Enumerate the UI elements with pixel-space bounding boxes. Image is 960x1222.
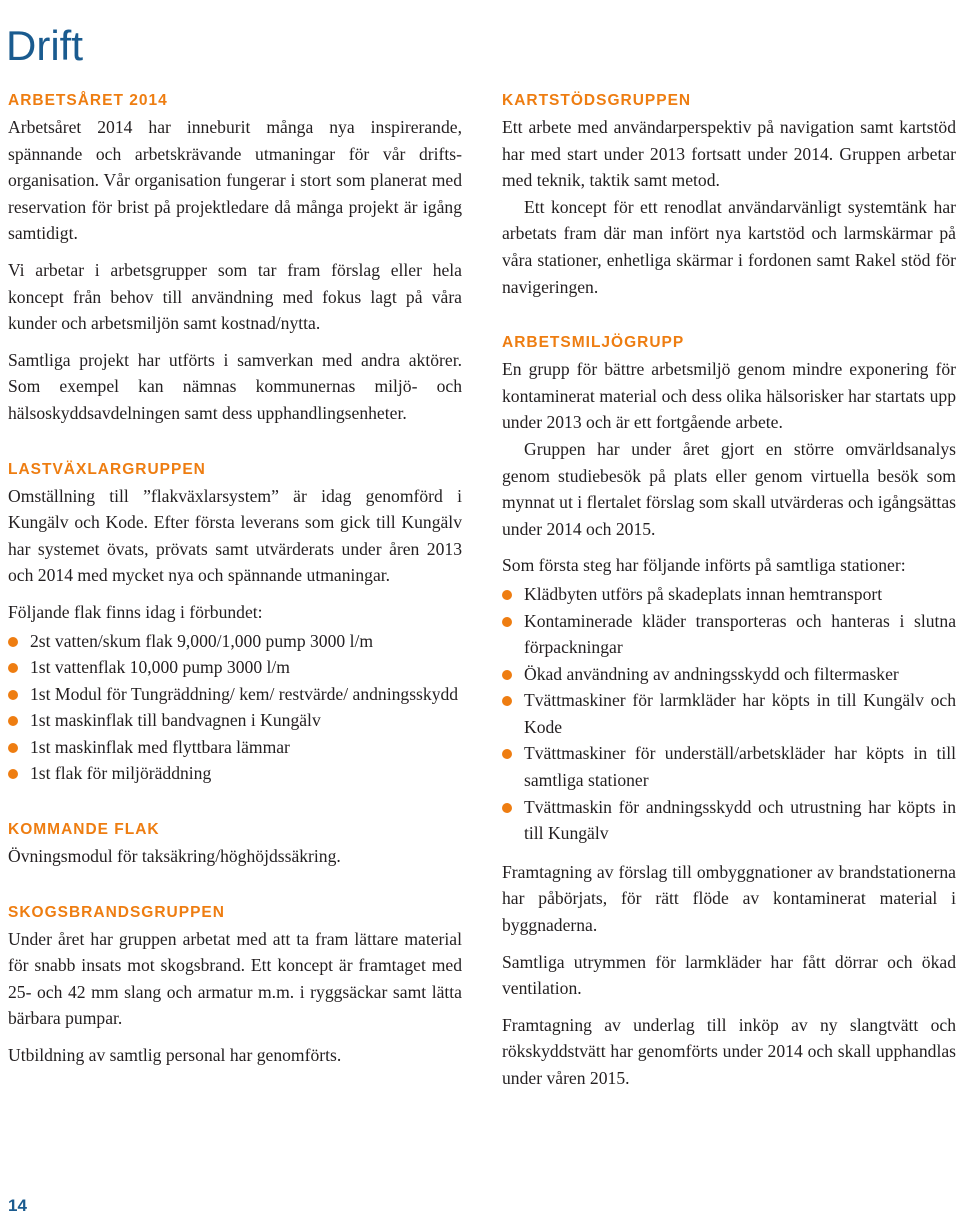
bullet-icon (502, 590, 512, 600)
paragraph: Utbildning av samtlig personal har genomförts. (8, 1045, 342, 1066)
bullet-icon (502, 617, 512, 627)
list-item: 1st maskinflak till bandvagnen i Kungälv (8, 707, 462, 734)
paragraph: Ett arbete med användarperspektiv på navigation samt kartstöd har med start under 2013 fortsatt under 2014. Gruppen arbetar med teknik, taktik samt metod. (502, 117, 956, 191)
left-column (8, 88, 462, 1069)
flak-list (8, 628, 462, 788)
list-item: 1st vattenflak 10,000 pump 3000 l/m (8, 654, 462, 681)
list-item: Ökad användning av andningsskydd och filtermasker (502, 661, 956, 688)
paragraph: Gruppen har under året gjort en större omvärldsanalys genom studiebesök på plats eller genom virtuella besök som mynnat ut i flertalet förslag som skall utvärderas och igångsättas under 2014 och 2015. (502, 438, 956, 539)
list-item: 1st flak för miljöräddning (8, 760, 462, 787)
page-title: Drift (6, 22, 83, 70)
paragraph: Följande flak finns idag i förbundet: (8, 601, 263, 622)
stationer-list (502, 581, 956, 847)
bullet-icon (8, 716, 18, 726)
bullet-icon (502, 803, 512, 813)
list-item: Kontaminerade kläder transporteras och hanteras i slutna förpackningar (502, 608, 956, 661)
paragraph: Omställning till ”flakväxlarsystem” är idag genomförd i Kungälv och Kode. Efter första leverans som gick till Kungälv har systemet övats, prövats samt utvärderats under åren 2013 och 2014 med mycket nya och spännande utmaningar. (8, 485, 462, 586)
bullet-icon (8, 637, 18, 647)
heading-arbetsmiljogrupp: ARBETSMILJÖGRUPP (502, 334, 685, 352)
bullet-icon (8, 769, 18, 779)
paragraph: Samtliga utrymmen för larmkläder har fått dörrar och ökad ventilation. (502, 951, 956, 999)
paragraph: Framtagning av underlag till inköp av ny slangtvätt och rökskyddstvätt har genomförts under 2014 och skall upphandlas under våren 2015. (502, 1014, 956, 1088)
bullet-icon (8, 690, 18, 700)
paragraph: Som första steg har följande införts på samtliga stationer: (502, 555, 906, 576)
bullet-icon (8, 743, 18, 753)
paragraph: Vi arbetar i arbetsgrupper som tar fram förslag eller hela koncept från behov till användning med fokus lagt på våra kunder och arbetsmiljön samt kostnad/nytta. (8, 259, 462, 334)
page-number: 14 (8, 1196, 27, 1215)
paragraph: Arbetsåret 2014 har inneburit många nya inspirerande, spännande och arbetskrävande utmaningar för vår driftsorganisation. Vår organisation fungerar i stort som planerat med reservation för brist på projektledare då många projekt är igång samtidigt. (8, 117, 462, 244)
list-item: Tvättmaskiner för underställ/arbetskläder har köpts in till samtliga stationer (502, 740, 956, 793)
right-column (502, 88, 956, 1092)
heading-kommande-flak: KOMMANDE FLAK (8, 821, 160, 839)
paragraph: Övningsmodul för taksäkring/höghöjdssäkring. (8, 846, 341, 867)
list-item: 2st vatten/skum flak 9,000/1,000 pump 3000 l/m (8, 628, 462, 655)
list-item: Klädbyten utförs på skadeplats innan hemtransport (502, 581, 956, 608)
heading-skogsbrandsgruppen: SKOGSBRANDSGRUPPEN (8, 903, 225, 921)
paragraph: Ett koncept för ett renodlat användarvänligt systemtänk har arbetats fram där man infört nya kartstöd och larmskärmar på våra stationer, enhetliga skärmar i fordonen samt Rakel stöd för navigeringen. (502, 196, 956, 297)
bullet-icon (8, 663, 18, 673)
list-item: 1st maskinflak med flyttbara lämmar (8, 734, 462, 761)
heading-arbetsaret: ARBETSÅRET 2014 (8, 92, 168, 109)
list-item: Tvättmaskiner för larmkläder har köpts in till Kungälv och Kode (502, 687, 956, 740)
paragraph: Framtagning av förslag till ombyggnationer av brandstationerna har påbörjats, för rätt flöde av kontaminerat material i byggnaderna. (502, 861, 956, 936)
bullet-icon (502, 749, 512, 759)
list-item: Tvättmaskin för andningsskydd och utrustning har köpts in till Kungälv (502, 794, 956, 847)
bullet-icon (502, 696, 512, 706)
paragraph: Samtliga projekt har utförts i samverkan med andra aktörer. Som exempel kan nämnas kommunernas miljö- och hälsoskyddsavdelningen samt dess upphandlingsenheter. (8, 349, 462, 423)
bullet-icon (502, 670, 512, 680)
paragraph: Under året har gruppen arbetat med att ta fram lättare material för snabb insats mot skogsbrand. Ett koncept är framtaget med 25- och 42 mm slang och armatur m.m. i ryggsäckar samt lätta bärbara pumpar. (8, 928, 462, 1029)
heading-lastvaxlargruppen: LASTVÄXLARGRUPPEN (8, 460, 206, 478)
heading-kartstodsgruppen: KARTSTÖDSGRUPPEN (502, 92, 692, 109)
paragraph: En grupp för bättre arbetsmiljö genom mindre exponering för kontaminerat material och dess olika hälsorisker har startats upp under 2013 och är ett fortgående arbete. (502, 359, 956, 433)
list-item: 1st Modul för Tungräddning/ kem/ restvärde/ andningsskydd (8, 681, 462, 708)
